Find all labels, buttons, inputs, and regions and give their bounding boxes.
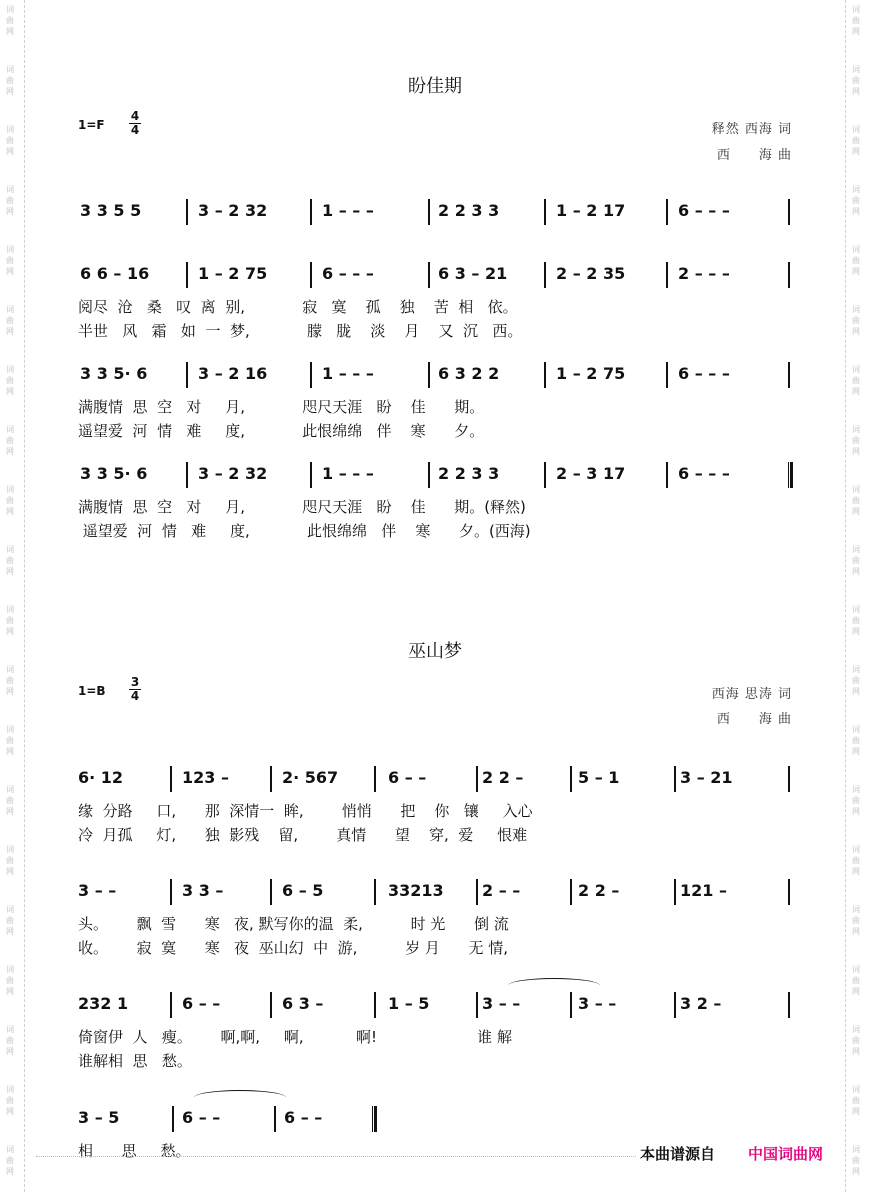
barline [570, 879, 572, 905]
measure-notes: 3 – 5 [78, 1108, 120, 1127]
measure-notes: 1 – – – [322, 201, 374, 220]
measure-notes: 6 – – [284, 1108, 323, 1127]
barline [310, 262, 312, 288]
watermark-text: 词 曲 网 [6, 305, 14, 336]
barline [428, 199, 430, 225]
measure-notes: 33213 [388, 881, 444, 900]
barline [788, 879, 790, 905]
lyric-line: 满腹情 思 空 对 月, 咫尺天涯 盼 佳 期。 [78, 398, 485, 416]
watermark-text: 词 曲 网 [852, 365, 860, 396]
measure-notes: 6 3 – 21 [438, 264, 508, 283]
measure-notes: 6 – – – [322, 264, 374, 283]
lyric-line: 谁解相 思 愁。 [78, 1052, 192, 1070]
barline [186, 462, 188, 488]
lyric-line: 遥望爱 河 情 难 度, 此恨绵绵 伴 寒 夕。(西海) [78, 522, 531, 540]
measure-notes: 3 – 2 16 [198, 364, 268, 383]
lyric-line: 缘 分路 口, 那 深情一 眸, 悄悄 把 你 镶 入心 [78, 802, 533, 820]
measure-notes: 1 – 2 75 [198, 264, 268, 283]
song1-key: 1=F [78, 118, 105, 132]
lyric-line: 倚窗伊 人 瘦。 啊,啊, 啊, 啊! 谁 解 [78, 1028, 512, 1046]
barline [674, 992, 676, 1018]
measure-notes: 3 – 2 32 [198, 464, 268, 483]
watermark-text: 词 曲 网 [852, 245, 860, 276]
measure-notes: 3 3 – [182, 881, 224, 900]
watermark-text: 词 曲 网 [852, 305, 860, 336]
barline [788, 199, 790, 225]
song2-title: 巫山梦 [408, 641, 462, 662]
barline [666, 362, 668, 388]
measure-notes: 3 – – [482, 994, 521, 1013]
measure-notes: 1 – 5 [388, 994, 430, 1013]
song2-lyricist: 西海 思涛 词 [711, 687, 792, 702]
barline [310, 199, 312, 225]
barline [374, 766, 376, 792]
barline [570, 766, 572, 792]
barline [374, 879, 376, 905]
barline [186, 199, 188, 225]
measure-notes: 2· 567 [282, 768, 339, 787]
final-barline [788, 462, 793, 488]
watermark-text: 词 曲 网 [6, 665, 14, 696]
final-barline [372, 1106, 377, 1132]
barline [544, 199, 546, 225]
barline [172, 1106, 174, 1132]
notation-row [78, 262, 792, 288]
watermark-text: 词 曲 网 [6, 965, 14, 996]
barline [186, 262, 188, 288]
watermark-text: 词 曲 网 [6, 785, 14, 816]
barline [544, 262, 546, 288]
barline [310, 462, 312, 488]
song2-composer: 西 海 曲 [716, 712, 792, 727]
song1-title: 盼佳期 [408, 76, 462, 97]
barline [570, 992, 572, 1018]
barline [374, 992, 376, 1018]
watermark-text: 词 曲 网 [852, 545, 860, 576]
lyric-line: 满腹情 思 空 对 月, 咫尺天涯 盼 佳 期。(释然) [78, 498, 526, 516]
watermark-text: 词 曲 网 [6, 245, 14, 276]
barline [186, 362, 188, 388]
notation-row [78, 992, 792, 1018]
notation-row [78, 462, 792, 488]
watermark-text: 词 曲 网 [852, 785, 860, 816]
watermark-text: 词 曲 网 [6, 5, 14, 36]
watermark-text: 词 曲 网 [852, 125, 860, 156]
measure-notes: 2 – 2 35 [556, 264, 626, 283]
measure-notes: 3 3 5 5 [80, 201, 142, 220]
barline [788, 992, 790, 1018]
watermark-text: 词 曲 网 [852, 485, 860, 516]
measure-notes: 1 – 2 17 [556, 201, 626, 220]
measure-notes: 3 2 – [680, 994, 722, 1013]
lyric-line: 遥望爱 河 情 难 度, 此恨绵绵 伴 寒 夕。 [78, 422, 485, 440]
tie-slur [194, 1090, 286, 1105]
measure-notes: 121 – [680, 881, 727, 900]
measure-notes: 6· 12 [78, 768, 124, 787]
measure-notes: 232 1 [78, 994, 129, 1013]
barline [666, 462, 668, 488]
watermark-text: 词 曲 网 [852, 1145, 860, 1176]
barline [310, 362, 312, 388]
measure-notes: 6 – – – [678, 464, 730, 483]
footer-divider [36, 1156, 636, 1157]
measure-notes: 2 2 – [482, 768, 524, 787]
song2-key: 1=B [78, 684, 106, 698]
lyric-line: 相 思 愁。 [78, 1142, 191, 1160]
measure-notes: 3 – – [78, 881, 117, 900]
measure-notes: 2 2 – [578, 881, 620, 900]
measure-notes: 6 – – – [678, 201, 730, 220]
notation-row [78, 766, 792, 792]
watermark-text: 词 曲 网 [852, 1085, 860, 1116]
watermark-text: 词 曲 网 [6, 725, 14, 756]
barline [170, 879, 172, 905]
watermark-text: 词 曲 网 [6, 365, 14, 396]
watermark-text: 词 曲 网 [852, 65, 860, 96]
lyric-line: 冷 月孤 灯, 独 影残 留, 真情 望 穿, 爱 恨难 [78, 826, 528, 844]
measure-notes: 3 – – [578, 994, 617, 1013]
barline [544, 362, 546, 388]
watermark-text: 词 曲 网 [6, 1025, 14, 1056]
lyric-line: 头。 飘 雪 寒 夜, 默写你的温 柔, 时 光 倒 流 [78, 915, 509, 933]
watermark-text: 词 曲 网 [852, 845, 860, 876]
right-watermark-strip [845, 0, 870, 1192]
measure-notes: 3 3 5· 6 [80, 464, 148, 483]
barline [666, 262, 668, 288]
watermark-text: 词 曲 网 [852, 725, 860, 756]
measure-notes: 1 – – – [322, 364, 374, 383]
watermark-text: 词 曲 网 [6, 1085, 14, 1116]
lyric-line: 阅尽 沧 桑 叹 离 别, 寂 寞 孤 独 苦 相 依。 [78, 298, 518, 316]
barline [270, 992, 272, 1018]
song1-lyricist: 释然 西海 词 [711, 122, 792, 137]
measure-notes: 2 – 3 17 [556, 464, 626, 483]
watermark-text: 词 曲 网 [852, 905, 860, 936]
song2-time-signature: $\frac{3}{4}$ [130, 675, 140, 703]
barline [476, 766, 478, 792]
barline [788, 262, 790, 288]
measure-notes: 6 – 5 [282, 881, 324, 900]
watermark-text: 词 曲 网 [6, 65, 14, 96]
watermark-text: 词 曲 网 [852, 425, 860, 456]
barline [270, 879, 272, 905]
barline [666, 199, 668, 225]
song1-time-signature: $\frac{4}{4}$ [130, 109, 140, 137]
lyric-line: 收。 寂 寞 寒 夜 巫山幻 中 游, 岁 月 无 情, [78, 939, 509, 957]
watermark-text: 词 曲 网 [852, 605, 860, 636]
barline [788, 766, 790, 792]
barline [544, 462, 546, 488]
barline [428, 262, 430, 288]
tie-slur [508, 978, 600, 993]
watermark-text: 词 曲 网 [6, 125, 14, 156]
measure-notes: 6 – – [388, 768, 427, 787]
measure-notes: 2 – – [482, 881, 521, 900]
measure-notes: 6 3 2 2 [438, 364, 500, 383]
measure-notes: 3 3 5· 6 [80, 364, 148, 383]
left-watermark-strip [0, 0, 25, 1192]
measure-notes: 2 – – – [678, 264, 730, 283]
barline [476, 879, 478, 905]
measure-notes: 6 6 – 16 [80, 264, 150, 283]
measure-notes: 6 – – – [678, 364, 730, 383]
measure-notes: 1 – 2 75 [556, 364, 626, 383]
barline [476, 992, 478, 1018]
measure-notes: 2 2 3 3 [438, 464, 500, 483]
song1-composer: 西 海 曲 [716, 148, 792, 163]
lyric-line: 半世 风 霜 如 一 梦, 朦 胧 淡 月 又 沉 西。 [78, 322, 523, 340]
site-name[interactable]: 中国词曲网 [748, 1145, 824, 1163]
watermark-text: 词 曲 网 [6, 485, 14, 516]
watermark-text: 词 曲 网 [852, 5, 860, 36]
watermark-text: 词 曲 网 [6, 905, 14, 936]
notation-row [78, 362, 792, 388]
barline [674, 766, 676, 792]
watermark-text: 词 曲 网 [852, 665, 860, 696]
watermark-text: 词 曲 网 [6, 605, 14, 636]
notation-row [78, 1106, 792, 1132]
watermark-text: 词 曲 网 [6, 1145, 14, 1176]
barline [788, 362, 790, 388]
watermark-text: 词 曲 网 [6, 185, 14, 216]
watermark-text: 词 曲 网 [852, 965, 860, 996]
notation-row [78, 879, 792, 905]
measure-notes: 6 – – [182, 994, 221, 1013]
watermark-text: 词 曲 网 [852, 1025, 860, 1056]
watermark-text: 词 曲 网 [852, 185, 860, 216]
barline [170, 766, 172, 792]
barline [270, 766, 272, 792]
measure-notes: 3 – 2 32 [198, 201, 268, 220]
barline [170, 992, 172, 1018]
barline [428, 462, 430, 488]
measure-notes: 1 – – – [322, 464, 374, 483]
barline [274, 1106, 276, 1132]
measure-notes: 3 – 21 [680, 768, 733, 787]
measure-notes: 6 3 – [282, 994, 324, 1013]
measure-notes: 2 2 3 3 [438, 201, 500, 220]
barline [428, 362, 430, 388]
measure-notes: 123 – [182, 768, 229, 787]
notation-row [78, 199, 792, 225]
watermark-text: 词 曲 网 [6, 845, 14, 876]
source-label: 本曲谱源自 [640, 1145, 716, 1163]
watermark-text: 词 曲 网 [6, 425, 14, 456]
watermark-text: 词 曲 网 [6, 545, 14, 576]
measure-notes: 5 – 1 [578, 768, 620, 787]
barline [674, 879, 676, 905]
measure-notes: 6 – – [182, 1108, 221, 1127]
